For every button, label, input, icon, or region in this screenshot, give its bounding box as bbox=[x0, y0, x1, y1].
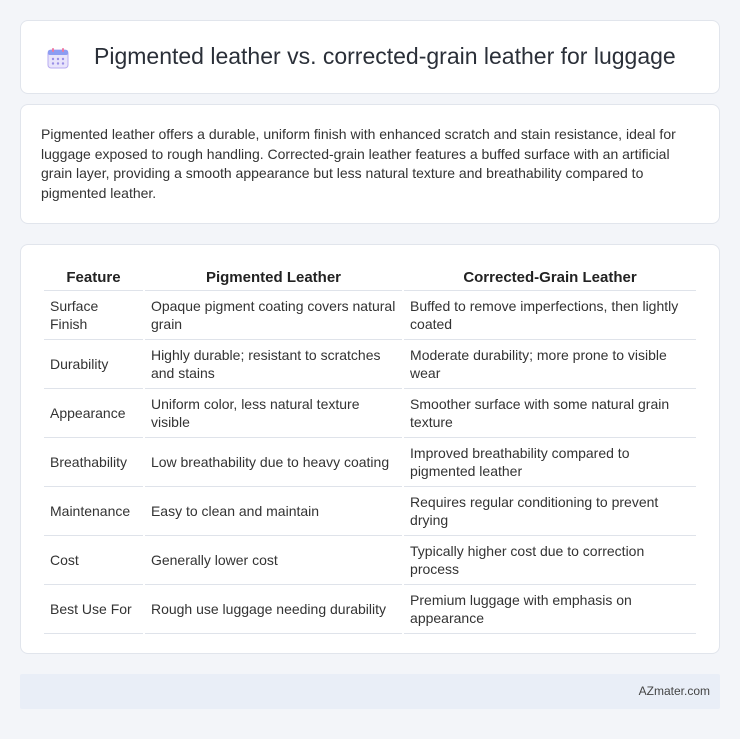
title-card bbox=[20, 20, 720, 94]
pigmented-cell: Low breathability due to heavy coating bbox=[145, 438, 402, 487]
table-row bbox=[44, 340, 696, 389]
table-row bbox=[44, 291, 696, 340]
table-row bbox=[44, 487, 696, 536]
corrected-grain-cell: Typically higher cost due to correction process bbox=[404, 536, 696, 585]
feature-cell: Cost bbox=[44, 536, 143, 585]
comparison-table bbox=[42, 265, 698, 634]
footer bbox=[20, 674, 720, 709]
pigmented-cell: Highly durable; resistant to scratches and stains bbox=[145, 340, 402, 389]
feature-cell: Appearance bbox=[44, 389, 143, 438]
intro-paragraph: Pigmented leather offers a durable, uniform finish with enhanced scratch and stain resistance, ideal for luggage exposed to rough handling. Corrected-grain leather features a buffed surface with an artificial grain layer, providing a smooth appearance but less natural texture and breathability compared to pigmented leather. bbox=[41, 126, 676, 201]
feature-cell: Durability bbox=[44, 340, 143, 389]
corrected-grain-cell: Premium luggage with emphasis on appearance bbox=[404, 585, 696, 634]
corrected-grain-cell: Smoother surface with some natural grain texture bbox=[404, 389, 696, 438]
table-header-row bbox=[44, 265, 696, 291]
pigmented-cell: Easy to clean and maintain bbox=[145, 487, 402, 536]
corrected-grain-cell: Buffed to remove imperfections, then lightly coated bbox=[404, 291, 696, 340]
header-feature: Feature bbox=[44, 265, 143, 291]
pigmented-cell: Generally lower cost bbox=[145, 536, 402, 585]
pigmented-cell: Rough use luggage needing durability bbox=[145, 585, 402, 634]
pigmented-cell: Opaque pigment coating covers natural grain bbox=[145, 291, 402, 340]
page-title: Pigmented leather vs. corrected-grain leather for luggage bbox=[94, 43, 676, 69]
intro-card bbox=[20, 104, 720, 224]
table-row bbox=[44, 389, 696, 438]
table-row bbox=[44, 585, 696, 634]
pigmented-cell: Uniform color, less natural texture visible bbox=[145, 389, 402, 438]
corrected-grain-cell: Requires regular conditioning to prevent drying bbox=[404, 487, 696, 536]
header-pigmented: Pigmented Leather bbox=[145, 265, 402, 291]
feature-cell: Maintenance bbox=[44, 487, 143, 536]
corrected-grain-cell: Moderate durability; more prone to visible wear bbox=[404, 340, 696, 389]
footer-brand[interactable]: AZmater.com bbox=[638, 684, 710, 698]
feature-cell: Breathability bbox=[44, 438, 143, 487]
table-row bbox=[44, 536, 696, 585]
header-corrected-grain: Corrected-Grain Leather bbox=[404, 265, 696, 291]
corrected-grain-cell: Improved breathability compared to pigmented leather bbox=[404, 438, 696, 487]
comparison-card bbox=[20, 244, 720, 654]
feature-cell: Surface Finish bbox=[44, 291, 143, 340]
feature-cell: Best Use For bbox=[44, 585, 143, 634]
table-row bbox=[44, 438, 696, 487]
calendar-icon bbox=[47, 47, 69, 69]
